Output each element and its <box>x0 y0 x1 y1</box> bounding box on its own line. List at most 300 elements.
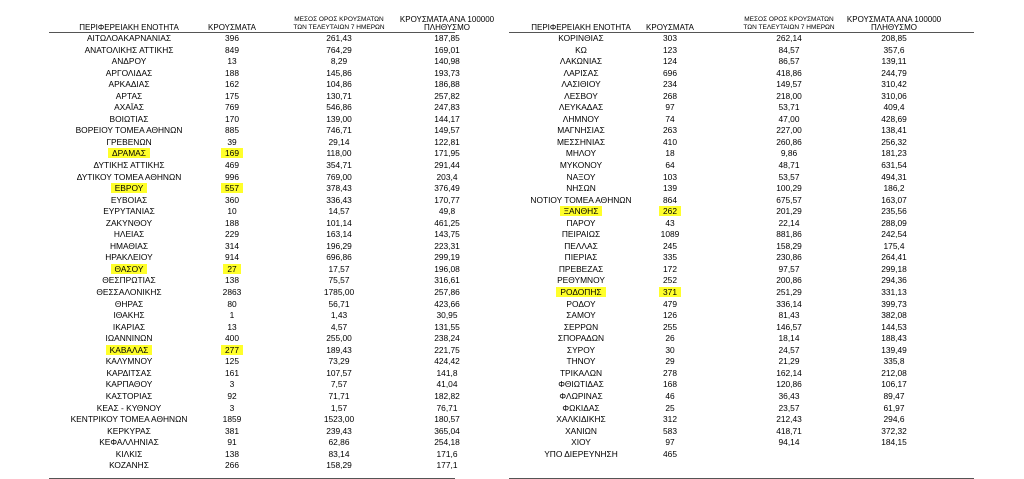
cell-region: ΚΟΡΙΝΘΙΑΣ <box>558 33 604 43</box>
table-row <box>49 310 458 322</box>
table-row <box>509 172 974 184</box>
cell-region: ΥΠΟ ΔΙΕΡΕΥΝΗΣΗ <box>544 448 618 459</box>
cell-region: ΠΑΡΟΥ <box>566 217 596 228</box>
cell-per100k: 264,41 <box>881 252 907 263</box>
cell-region: ΧΑΛΚΙΔΙΚΗΣ <box>556 414 606 425</box>
cell-per100k: 256,32 <box>881 136 907 147</box>
cell-cases: 381 <box>225 425 239 436</box>
cell-cases: 410 <box>663 136 677 147</box>
table-row <box>49 90 460 103</box>
cell-per100k: 299,19 <box>434 252 460 263</box>
table-row <box>509 310 974 322</box>
cell-avg: 84,57 <box>778 44 800 55</box>
cell-per100k: 288,09 <box>881 217 907 228</box>
cell-cases: 400 <box>225 333 239 344</box>
cell-cases: 3 <box>229 379 235 390</box>
right-table-body <box>509 33 974 460</box>
cell-per100k: 423,66 <box>434 298 460 309</box>
cell-per100k: 131,55 <box>434 321 460 332</box>
cell-avg: 239,43 <box>326 425 352 436</box>
table-row <box>49 287 460 299</box>
cell-avg: 255,00 <box>326 333 352 344</box>
cell-per100k: 203,4 <box>436 171 458 182</box>
cell-region: ΡΟΔΟΥ <box>566 298 596 309</box>
cell-cases: 188 <box>225 67 239 78</box>
cell-region: ΠΡΕΒΕΖΑΣ <box>558 263 604 274</box>
cell-avg: 139,00 <box>326 113 352 124</box>
cell-region: ΒΟΙΩΤΙΑΣ <box>109 113 149 124</box>
cell-per100k: 169,01 <box>434 44 460 55</box>
table-row <box>509 391 974 403</box>
table-row <box>49 252 460 264</box>
cell-avg: 1,57 <box>330 402 348 413</box>
cell-avg: 62,86 <box>328 437 350 448</box>
cell-cases: 39 <box>227 136 237 147</box>
cell-per100k: 186,88 <box>434 79 460 90</box>
table-row <box>509 403 974 415</box>
cell-avg: 7,57 <box>330 379 348 390</box>
cell-cases: 914 <box>225 252 239 263</box>
cell-cases: 1859 <box>222 414 242 425</box>
cell-cases: 103 <box>663 171 677 182</box>
table-row <box>49 460 458 472</box>
cell-cases <box>197 264 267 276</box>
cell-avg: 56,71 <box>328 298 350 309</box>
cell-per100k: 376,49 <box>434 183 460 194</box>
cell-cases: 266 <box>225 460 239 471</box>
highlight-mark: 557 <box>221 183 243 193</box>
cell-avg: 4,57 <box>330 321 348 332</box>
cell-region: ΚΕΝΤΡΙΚΟΥ ΤΟΜΕΑ ΑΘΗΝΩΝ <box>70 414 188 425</box>
header-region: ΠΕΡΙΦΕΡΕΙΑΚΗ ΕΝΟΤΗΤΑ <box>79 23 179 32</box>
cell-cases: 18 <box>665 148 675 159</box>
highlight-mark: 371 <box>659 287 681 297</box>
cell-cases: 168 <box>663 379 677 390</box>
table-row <box>509 414 974 426</box>
cell-cases: 583 <box>663 425 677 436</box>
highlight-mark: ΔΡΑΜΑΣ <box>108 148 150 158</box>
cell-per100k: 141,8 <box>436 367 458 378</box>
cell-avg: 94,14 <box>778 437 800 448</box>
cell-region: ΑΡΓΟΛΙΔΑΣ <box>105 67 153 78</box>
cell-cases <box>197 183 267 195</box>
highlight-mark: 169 <box>221 148 243 158</box>
table-row <box>509 437 974 449</box>
table-row <box>49 321 460 334</box>
cell-cases: 303 <box>663 33 677 43</box>
cell-per100k: 180,57 <box>434 414 460 425</box>
table-row <box>509 114 974 126</box>
cell-cases: 74 <box>665 113 675 124</box>
cell-cases: 29 <box>665 356 675 367</box>
table-row <box>49 240 460 253</box>
cell-avg: 260,86 <box>776 136 802 147</box>
cell-cases <box>197 345 267 357</box>
cell-region: ΔΥΤΙΚΟΥ ΤΟΜΕΑ ΑΘΗΝΩΝ <box>76 171 182 182</box>
cell-avg: 336,14 <box>776 298 802 309</box>
cell-cases: 1 <box>229 310 235 321</box>
cell-avg: 104,86 <box>326 79 352 90</box>
cell-per100k: 242,54 <box>881 229 907 240</box>
cell-avg: 100,29 <box>776 183 802 194</box>
cell-avg: 145,86 <box>326 67 352 78</box>
cell-per100k: 30,95 <box>436 310 458 321</box>
highlight-mark: ΕΒΡΟΥ <box>111 183 148 193</box>
cell-per100k: 163,07 <box>881 194 907 205</box>
cell-cases: 46 <box>665 390 675 401</box>
table-row <box>49 113 460 126</box>
cell-per100k: 196,08 <box>434 263 460 274</box>
cell-per100k: 144,53 <box>881 321 907 332</box>
cell-avg: 18,14 <box>778 333 800 344</box>
cell-avg: 83,14 <box>328 448 350 459</box>
table-row <box>509 333 974 345</box>
cell-cases: 30 <box>665 344 675 355</box>
cell-cases <box>197 148 267 160</box>
cell-avg: 101,14 <box>326 217 352 228</box>
cell-cases: 479 <box>663 298 677 309</box>
cell-avg: 418,86 <box>776 67 802 78</box>
table-row <box>509 91 974 103</box>
cell-cases: 696 <box>663 67 677 78</box>
cell-cases: 245 <box>663 240 677 251</box>
cell-region: ΠΕΛΛΑΣ <box>564 240 598 251</box>
cell-per100k: 171,6 <box>436 448 458 459</box>
cell-cases: 849 <box>225 44 239 55</box>
cell-region: ΣΥΡΟΥ <box>566 344 596 355</box>
cell-per100k: 291,44 <box>434 160 460 171</box>
cell-region: ΤΗΝΟΥ <box>566 356 596 367</box>
header-avg-line2: ΤΩΝ ΤΕΛΕΥΤΑΙΩΝ 7 ΗΜΕΡΩΝ <box>743 24 835 31</box>
cell-per100k: 235,56 <box>881 206 907 217</box>
cell-per100k: 144,17 <box>434 113 460 124</box>
cell-per100k: 357,6 <box>883 44 905 55</box>
cell-avg: 881,86 <box>776 229 802 240</box>
cell-cases: 263 <box>663 125 677 136</box>
cell-region: ΗΡΑΚΛΕΙΟΥ <box>105 252 153 263</box>
cell-per100k: 247,83 <box>434 102 460 113</box>
cell-region: ΕΥΡΥΤΑΝΙΑΣ <box>103 206 155 217</box>
cell-region: ΑΙΤΩΛΟΑΚΑΡΝΑΝΙΑΣ <box>86 33 172 43</box>
cell-cases: 25 <box>665 402 675 413</box>
cell-region: ΦΩΚΙΔΑΣ <box>562 402 600 413</box>
table-row <box>49 414 460 426</box>
cell-region: ΛΗΜΝΟΥ <box>562 113 600 124</box>
table-row <box>49 217 460 230</box>
cell-cases: 162 <box>225 79 239 90</box>
table-row <box>49 160 460 172</box>
table-row <box>509 102 974 114</box>
table-row <box>509 229 974 241</box>
cell-per100k: 310,06 <box>881 90 907 101</box>
cell-avg: 36,43 <box>778 390 800 401</box>
cell-region: ΣΕΡΡΩΝ <box>563 321 599 332</box>
cell-per100k: 335,8 <box>883 356 905 367</box>
cell-region: ΔΥΤΙΚΗΣ ΑΤΤΙΚΗΣ <box>93 160 165 171</box>
cell-avg: 163,14 <box>326 229 352 240</box>
cell-per100k: 177,1 <box>436 460 458 471</box>
cell-region: ΘΕΣΣΑΛΟΝΙΚΗΣ <box>96 287 162 298</box>
cell-avg: 21,29 <box>778 356 800 367</box>
highlight-mark: ΘΑΣΟΥ <box>111 264 148 274</box>
cell-per100k: 41,04 <box>436 379 458 390</box>
cell-per100k: 149,57 <box>434 125 460 136</box>
table-row <box>509 79 974 91</box>
cell-avg: 418,71 <box>776 425 802 436</box>
table-row <box>509 45 974 57</box>
table-row <box>509 56 974 68</box>
cell-cases: 465 <box>663 448 677 459</box>
table-row <box>49 333 460 345</box>
cell-cases: 91 <box>227 437 237 448</box>
cell-avg: 336,43 <box>326 194 352 205</box>
cell-per100k: 139,49 <box>881 344 907 355</box>
table-row <box>509 206 974 218</box>
cell-cases: 335 <box>663 252 677 263</box>
cell-per100k: 244,79 <box>881 67 907 78</box>
cell-cases <box>635 287 705 299</box>
cell-region: ΜΑΓΝΗΣΙΑΣ <box>557 125 605 136</box>
cell-region: ΒΟΡΕΙΟΥ ΤΟΜΕΑ ΑΘΗΝΩΝ <box>75 125 183 136</box>
cell-region: ΗΜΑΘΙΑΣ <box>109 240 149 251</box>
cell-region: ΛΑΚΩΝΙΑΣ <box>559 56 603 67</box>
cell-region: ΑΡΤΑΣ <box>115 90 143 101</box>
cell-per100k: 365,04 <box>434 425 460 436</box>
table-row <box>509 322 974 334</box>
table-row <box>49 229 460 241</box>
cell-avg: 227,00 <box>776 125 802 136</box>
cell-region: ΕΥΒΟΙΑΣ <box>110 194 148 205</box>
cell-per100k: 143,75 <box>434 229 460 240</box>
cell-region: ΙΩΑΝΝΙΝΩΝ <box>105 333 153 344</box>
cell-region: ΚΟΖΑΝΗΣ <box>109 460 149 471</box>
cell-region <box>49 148 209 160</box>
cell-avg: 201,29 <box>776 206 802 217</box>
cell-avg: 75,57 <box>328 275 350 286</box>
cell-region: ΚΕΦΑΛΛΗΝΙΑΣ <box>99 437 159 448</box>
table-row <box>49 448 458 461</box>
cell-avg: 158,29 <box>776 240 802 251</box>
cell-per100k: 193,73 <box>434 67 460 78</box>
cell-cases: 255 <box>663 321 677 332</box>
cell-cases: 124 <box>663 56 677 67</box>
cell-per100k: 171,95 <box>434 148 460 159</box>
table-row <box>49 44 460 57</box>
cell-per100k: 257,86 <box>434 287 460 298</box>
cell-region: ΘΕΣΠΡΩΤΙΑΣ <box>102 275 156 286</box>
cell-per100k: 187,85 <box>434 33 460 43</box>
table-row <box>49 148 460 160</box>
cell-avg: 1523,00 <box>323 414 355 425</box>
cell-cases: 161 <box>225 367 239 378</box>
cell-cases: 80 <box>227 298 237 309</box>
cell-per100k: 409,4 <box>883 102 905 113</box>
cell-per100k: 106,17 <box>881 379 907 390</box>
table-row <box>49 344 460 357</box>
table-row <box>509 299 974 311</box>
table-row <box>49 171 458 184</box>
cell-region: ΜΕΣΣΗΝΙΑΣ <box>556 136 606 147</box>
cell-per100k: 310,42 <box>881 79 907 90</box>
cell-cases: 996 <box>225 171 239 182</box>
cell-region: ΚΑΣΤΟΡΙΑΣ <box>105 390 153 401</box>
cell-per100k: 89,47 <box>883 390 905 401</box>
cell-per100k: 186,2 <box>883 183 905 194</box>
cell-per100k: 382,08 <box>881 310 907 321</box>
table-row <box>49 56 460 68</box>
table-row <box>509 195 974 207</box>
cell-region <box>49 183 209 195</box>
cell-region: ΛΕΥΚΑΔΑΣ <box>558 102 604 113</box>
cell-avg: 764,29 <box>326 44 352 55</box>
cell-region: ΝΑΞΟΥ <box>566 171 596 182</box>
table-row <box>509 183 974 195</box>
cell-avg: 746,71 <box>326 125 352 136</box>
cell-region: ΑΧΑΪΑΣ <box>114 102 144 113</box>
cell-per100k: 138,41 <box>881 125 907 136</box>
table-row <box>49 437 460 449</box>
cell-avg: 130,71 <box>326 90 352 101</box>
table-row <box>49 206 455 218</box>
cell-avg: 17,57 <box>328 263 350 274</box>
cell-per100k: 372,32 <box>881 425 907 436</box>
cell-avg: 158,29 <box>326 460 352 471</box>
cell-cases: 92 <box>227 390 237 401</box>
highlight-mark: ΚΑΒΑΛΑΣ <box>106 345 153 355</box>
cell-avg: 23,57 <box>778 402 800 413</box>
cell-region: ΠΙΕΡΙΑΣ <box>564 252 598 263</box>
header-cases: ΚΡΟΥΣΜΑΤΑ <box>646 23 694 32</box>
cell-per100k: 631,54 <box>881 160 907 171</box>
table-row <box>509 68 974 80</box>
table-row <box>509 148 974 160</box>
cell-avg: 120,86 <box>776 379 802 390</box>
header-avg-line1: ΜΕΣΟΣ ΟΡΟΣ ΚΡΟΥΣΜΑΤΩΝ <box>744 16 834 23</box>
highlight-mark: ΡΟΔΟΠΗΣ <box>556 287 605 297</box>
cell-per100k: 122,81 <box>434 136 460 147</box>
cell-cases: 769 <box>225 102 239 113</box>
cell-avg: 261,43 <box>326 33 352 43</box>
cell-per100k: 221,75 <box>434 344 460 355</box>
right-table <box>509 17 974 460</box>
cell-avg: 14,57 <box>328 206 350 217</box>
cell-cases: 10 <box>227 206 237 217</box>
table-row <box>49 425 460 438</box>
cell-cases: 13 <box>227 56 237 67</box>
table-row <box>49 298 460 311</box>
cell-region: ΛΕΣΒΟΥ <box>564 90 598 101</box>
table-row <box>49 125 460 137</box>
cell-cases: 172 <box>663 263 677 274</box>
cell-region <box>49 264 209 276</box>
table-row <box>509 379 974 391</box>
cell-avg: 675,57 <box>776 194 802 205</box>
header-region: ΠΕΡΙΦΕΡΕΙΑΚΗ ΕΝΟΤΗΤΑ <box>531 23 631 32</box>
cell-cases: 97 <box>665 102 675 113</box>
table-row <box>509 449 974 461</box>
cell-avg: 262,14 <box>776 33 802 43</box>
cell-avg: 97,57 <box>778 263 800 274</box>
cell-region <box>49 345 209 357</box>
cell-avg: 230,86 <box>776 252 802 263</box>
cell-cases: 138 <box>225 275 239 286</box>
cell-avg: 218,00 <box>776 90 802 101</box>
table-row <box>49 183 460 195</box>
cell-per100k: 208,85 <box>881 33 907 43</box>
cell-cases: 64 <box>665 160 675 171</box>
cell-cases: 864 <box>663 194 677 205</box>
cell-avg: 9,86 <box>780 148 798 159</box>
cell-per100k: 140,98 <box>434 56 460 67</box>
cell-avg: 86,57 <box>778 56 800 67</box>
cell-avg: 81,43 <box>778 310 800 321</box>
cell-cases: 268 <box>663 90 677 101</box>
cell-cases: 123 <box>663 44 677 55</box>
cell-region: ΖΑΚΥΝΘΟΥ <box>105 217 153 228</box>
cell-region: ΙΘΑΚΗΣ <box>113 310 145 321</box>
left-table <box>49 15 495 472</box>
table-row <box>49 67 460 80</box>
cell-region: ΓΡΕΒΕΝΩΝ <box>106 136 152 147</box>
cell-per100k: 257,82 <box>434 90 460 101</box>
cell-cases: 360 <box>225 194 239 205</box>
cell-avg: 73,29 <box>328 356 350 367</box>
table-row <box>509 137 974 149</box>
cell-region: ΣΠΟΡΑΔΩΝ <box>557 333 605 344</box>
cell-avg: 696,86 <box>326 252 352 263</box>
cell-cases: 234 <box>663 79 677 90</box>
cell-cases: 188 <box>225 217 239 228</box>
table-row <box>509 160 974 172</box>
table-row <box>509 287 974 299</box>
cell-per100k: 139,11 <box>881 56 907 67</box>
cell-region: ΚΑΡΠΑΘΟΥ <box>105 379 153 390</box>
cell-avg: 146,57 <box>776 321 802 332</box>
cell-region: ΠΕΙΡΑΙΩΣ <box>561 229 601 240</box>
table-row <box>49 275 460 287</box>
table-row <box>509 33 974 45</box>
table-row <box>509 218 974 230</box>
cell-region: ΚΕΑΣ - ΚΥΘΝΟΥ <box>96 402 162 413</box>
cell-avg: 162,14 <box>776 367 802 378</box>
cell-cases: 139 <box>663 183 677 194</box>
table-row <box>49 79 460 91</box>
table-row <box>49 356 460 368</box>
table-row <box>49 136 460 149</box>
table-row <box>509 125 974 137</box>
cell-avg: 546,86 <box>326 102 352 113</box>
cell-per100k: 184,15 <box>881 437 907 448</box>
cell-cases: 138 <box>225 448 239 459</box>
cell-per100k: 299,18 <box>881 263 907 274</box>
cell-cases: 885 <box>225 125 239 136</box>
cell-per100k: 181,23 <box>881 148 907 159</box>
cell-cases: 252 <box>663 275 677 286</box>
cell-avg: 107,57 <box>326 367 352 378</box>
highlight-mark: 277 <box>221 345 243 355</box>
cell-cases: 125 <box>225 356 239 367</box>
cell-per100k: 182,82 <box>434 390 460 401</box>
highlight-mark: 27 <box>223 264 240 274</box>
cell-region: ΦΛΩΡΙΝΑΣ <box>559 390 603 401</box>
cell-avg: 29,14 <box>328 136 350 147</box>
cell-avg: 47,00 <box>778 113 800 124</box>
table-row <box>509 356 974 368</box>
cell-cases: 175 <box>225 90 239 101</box>
cell-avg: 149,57 <box>776 79 802 90</box>
table-row <box>509 426 974 438</box>
cell-region: ΑΝΑΤΟΛΙΚΗΣ ΑΤΤΙΚΗΣ <box>84 44 174 55</box>
